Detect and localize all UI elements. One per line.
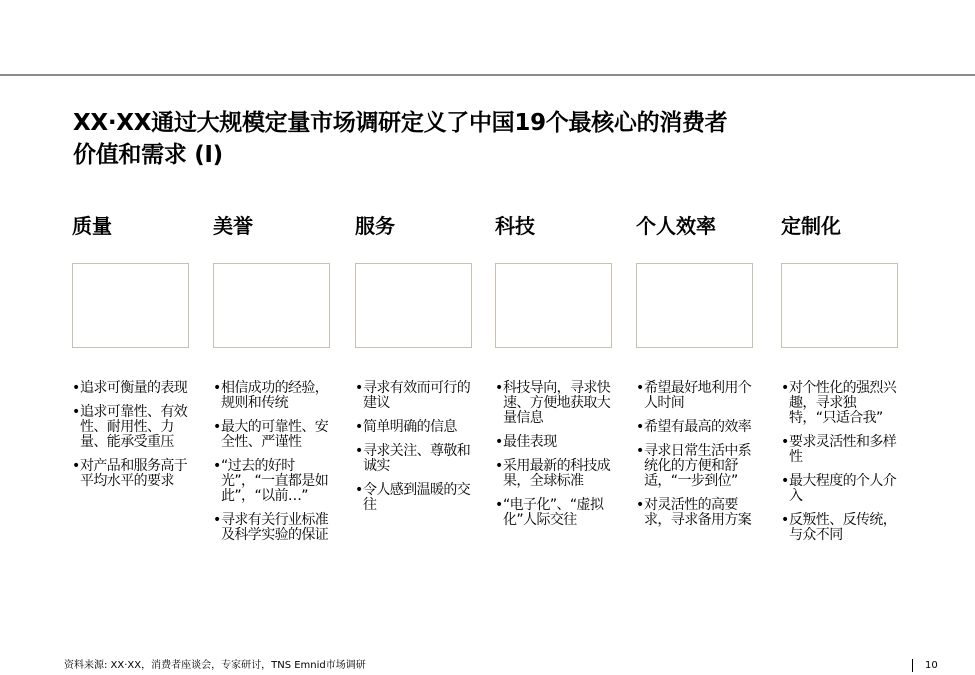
bullet-icon: • (495, 380, 503, 396)
list-item-text: 对灵活性的高要求，寻求备用方案 (644, 497, 752, 528)
list-item (72, 405, 190, 450)
list-item (213, 459, 331, 504)
value-column (495, 212, 635, 528)
image-placeholder (355, 263, 472, 348)
value-column (636, 212, 776, 528)
list-item-text: 令人感到温暖的交往 (363, 482, 471, 513)
bullet-icon: • (72, 380, 80, 396)
list-item-text: “过去的好时光”，“一直都是如此”，“以前…” (221, 458, 329, 504)
list-item (495, 459, 613, 489)
value-column (72, 212, 212, 489)
list-item (355, 381, 473, 411)
bullet-icon: • (355, 380, 363, 396)
list-item-text: 最佳表现 (503, 434, 557, 450)
bullet-icon: • (355, 443, 363, 459)
list-item (213, 513, 331, 543)
slide-title-line-1: XX·XX通过大规模定量市场调研定义了中国19个最核心的消费者 (73, 110, 728, 136)
column-bullet-list (72, 381, 190, 498)
list-item (495, 498, 613, 528)
list-item-text: 对产品和服务高于平均水平的要求 (80, 458, 188, 489)
list-item-text: 最大程度的个人介入 (789, 473, 897, 504)
list-item (355, 420, 473, 435)
value-column (355, 212, 495, 513)
image-placeholder (213, 263, 330, 348)
list-item (636, 444, 754, 489)
list-item (636, 498, 754, 528)
column-bullet-list (495, 381, 613, 537)
value-column (781, 212, 921, 543)
column-heading: 美誉 (213, 214, 253, 238)
list-item (781, 381, 899, 426)
column-bullet-list (213, 381, 331, 552)
bullet-icon: • (781, 380, 789, 396)
list-item-text: 希望最好地利用个人时间 (644, 380, 752, 411)
value-column (213, 212, 353, 543)
image-placeholder (636, 263, 753, 348)
column-heading: 服务 (355, 214, 395, 238)
list-item (636, 420, 754, 435)
list-item (72, 381, 190, 396)
list-item-text: 寻求有关行业标准及科学实验的保证 (221, 512, 329, 543)
bullet-icon: • (355, 419, 363, 435)
top-divider (0, 74, 975, 76)
image-placeholder (72, 263, 189, 348)
bullet-icon: • (781, 434, 789, 450)
bullet-icon: • (636, 443, 644, 459)
list-item-text: 追求可靠性、有效性、耐用性、力量、能承受重压 (80, 404, 188, 450)
image-placeholder (781, 263, 898, 348)
bullet-icon: • (495, 458, 503, 474)
column-heading: 定制化 (781, 214, 841, 238)
bullet-icon: • (495, 497, 503, 513)
list-item-text: 简单明确的信息 (363, 419, 457, 435)
bullet-icon: • (213, 380, 221, 396)
list-item (781, 474, 899, 504)
column-bullet-list (781, 381, 899, 552)
list-item-text: 寻求日常生活中系统化的方便和舒适，“一步到位” (644, 443, 752, 489)
column-heading: 个人效率 (636, 214, 716, 238)
page-number: 10 (925, 660, 938, 671)
list-item-text: 反叛性、反传统，与众不同 (789, 512, 897, 543)
list-item (355, 444, 473, 474)
bullet-icon: • (636, 380, 644, 396)
column-bullet-list (636, 381, 754, 537)
image-placeholder (495, 263, 612, 348)
slide-title (73, 107, 913, 171)
list-item (72, 459, 190, 489)
bullet-icon: • (636, 419, 644, 435)
list-item-text: 采用最新的科技成果，全球标准 (503, 458, 611, 489)
bullet-icon: • (781, 473, 789, 489)
list-item (781, 435, 899, 465)
list-item (495, 435, 613, 450)
list-item-text: “电子化”、“虚拟化”人际交往 (503, 497, 604, 528)
list-item-text: 寻求关注、尊敬和诚实 (363, 443, 471, 474)
bullet-icon: • (781, 512, 789, 528)
slide-title-line-2: 价值和需求 (I) (73, 142, 223, 168)
list-item-text: 对个性化的强烈兴趣，寻求独特，“只适合我” (789, 380, 897, 426)
bullet-icon: • (636, 497, 644, 513)
list-item-text: 希望有最高的效率 (644, 419, 752, 435)
list-item (213, 420, 331, 450)
bullet-icon: • (213, 512, 221, 528)
footer-source: 资料来源: XX·XX，消费者座谈会，专家研讨，TNS Emnid市场调研 (64, 660, 366, 671)
column-bullet-list (355, 381, 473, 522)
list-item (781, 513, 899, 543)
bullet-icon: • (213, 458, 221, 474)
list-item (495, 381, 613, 426)
list-item (355, 483, 473, 513)
list-item-text: 相信成功的经验，规则和传统 (221, 380, 329, 411)
footer-divider (912, 659, 913, 672)
list-item-text: 寻求有效而可行的建议 (363, 380, 471, 411)
list-item-text: 追求可衡量的表现 (80, 380, 188, 396)
column-heading: 质量 (72, 214, 112, 238)
list-item (213, 381, 331, 411)
list-item-text: 科技导向，寻求快速、方便地获取大量信息 (503, 380, 611, 426)
list-item-text: 要求灵活性和多样性 (789, 434, 897, 465)
bullet-icon: • (213, 419, 221, 435)
list-item-text: 最大的可靠性、安全性、严谨性 (221, 419, 329, 450)
bullet-icon: • (72, 404, 80, 420)
bullet-icon: • (72, 458, 80, 474)
column-heading: 科技 (495, 214, 535, 238)
bullet-icon: • (355, 482, 363, 498)
list-item (636, 381, 754, 411)
bullet-icon: • (495, 434, 503, 450)
